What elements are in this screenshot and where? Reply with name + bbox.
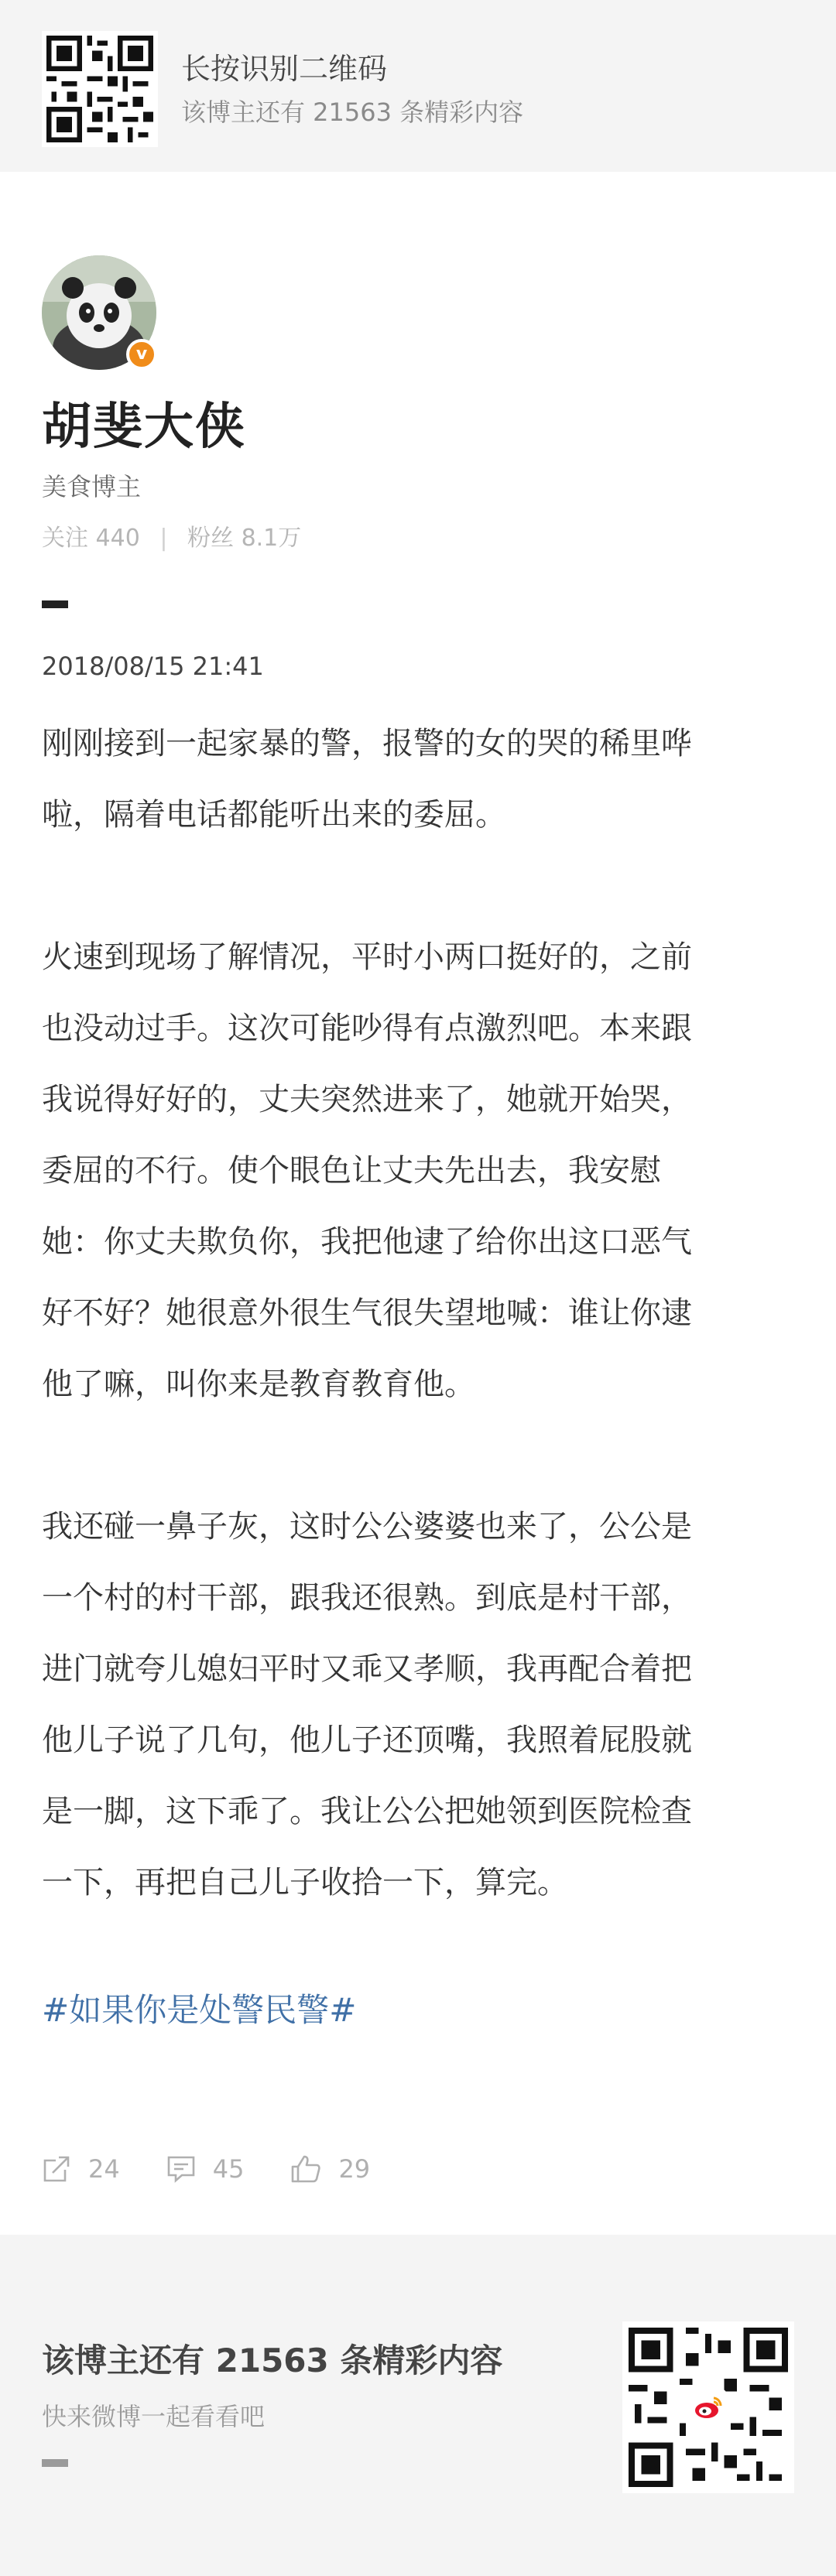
post-line: 她：你丈夫欺负你，我把他逮了给你出这口恶气	[42, 1224, 692, 1260]
post-date: 2018/08/15 21:41	[42, 652, 264, 681]
action-bar	[42, 2150, 416, 2188]
post-line: 刚刚接到一起家暴的警，报警的女的哭的稀里哗	[42, 726, 692, 761]
bottom-banner	[0, 2235, 836, 2576]
share-icon	[42, 2154, 71, 2184]
bottom-banner-title: 该博主还有 21563 条精彩内容	[42, 2342, 503, 2379]
follow-count: 440	[95, 525, 140, 552]
post-line: 一个村的村干部，跟我还很熟。到底是村干部，	[42, 1580, 692, 1616]
bottom-banner-subtitle: 快来微博一起看看吧	[42, 2402, 266, 2431]
author-name[interactable]: 胡斐大侠	[42, 399, 246, 456]
post-line: 我说得好好的，丈夫突然进来了，她就开始哭，	[42, 1082, 692, 1117]
weibo-logo-icon	[690, 2389, 727, 2426]
post-line: 是一脚，这下乖了。我让公公把她领到医院检查	[42, 1794, 692, 1829]
author-stats	[42, 518, 301, 552]
top-banner	[0, 0, 836, 172]
post-line: 我还碰一鼻子灰，这时公公婆婆也来了，公公是	[42, 1509, 692, 1545]
section-divider	[42, 600, 68, 608]
fans-label: 粉丝	[187, 525, 235, 552]
post-line: 一下，再把自己儿子收拾一下，算完。	[42, 1865, 568, 1900]
fans-count: 8.1万	[241, 525, 302, 552]
repost-count: 24	[88, 2154, 120, 2184]
thumbs-up-icon	[290, 2154, 321, 2184]
author-tag: 美食博主	[42, 472, 142, 501]
post-line: 委屈的不行。使个眼色让丈夫先出去，我安慰	[42, 1153, 661, 1189]
verified-badge-icon: v	[126, 339, 157, 370]
follow-label: 关注	[42, 525, 88, 552]
post-line: 火速到现场了解情况，平时小两口挺好的，之前	[42, 939, 692, 975]
like-count: 29	[338, 2154, 371, 2184]
qr-code-large[interactable]	[622, 2321, 794, 2493]
repost-button[interactable]	[42, 2154, 120, 2184]
post-line: 也没动过手。这次可能吵得有点激烈吧。本来跟	[42, 1011, 692, 1046]
post-body	[42, 708, 794, 1918]
stats-divider: |	[159, 525, 168, 552]
hashtag-link[interactable]: #如果你是处警民警#	[42, 1991, 357, 2029]
comment-icon	[166, 2154, 196, 2184]
post-line: 好不好？她很意外很生气很失望地喊：谁让你逮	[42, 1295, 692, 1331]
top-banner-title: 长按识别二维码	[181, 52, 388, 86]
comment-count: 45	[212, 2154, 245, 2184]
qr-code-small[interactable]	[42, 31, 158, 147]
like-button[interactable]	[290, 2154, 370, 2184]
post-line: 他儿子说了几句，他儿子还顶嘴，我照着屁股就	[42, 1722, 692, 1758]
post-line: 啦，隔着电话都能听出来的委屈。	[42, 797, 506, 833]
post-line: 进门就夸儿媳妇平时又乖又孝顺，我再配合着把	[42, 1651, 692, 1687]
top-banner-subtitle: 该博主还有 21563 条精彩内容	[181, 97, 524, 127]
qr-code-icon	[46, 36, 153, 142]
comment-button[interactable]	[166, 2154, 245, 2184]
post-line: 他了嘛，叫你来是教育教育他。	[42, 1367, 475, 1402]
bottom-divider	[42, 2459, 68, 2467]
